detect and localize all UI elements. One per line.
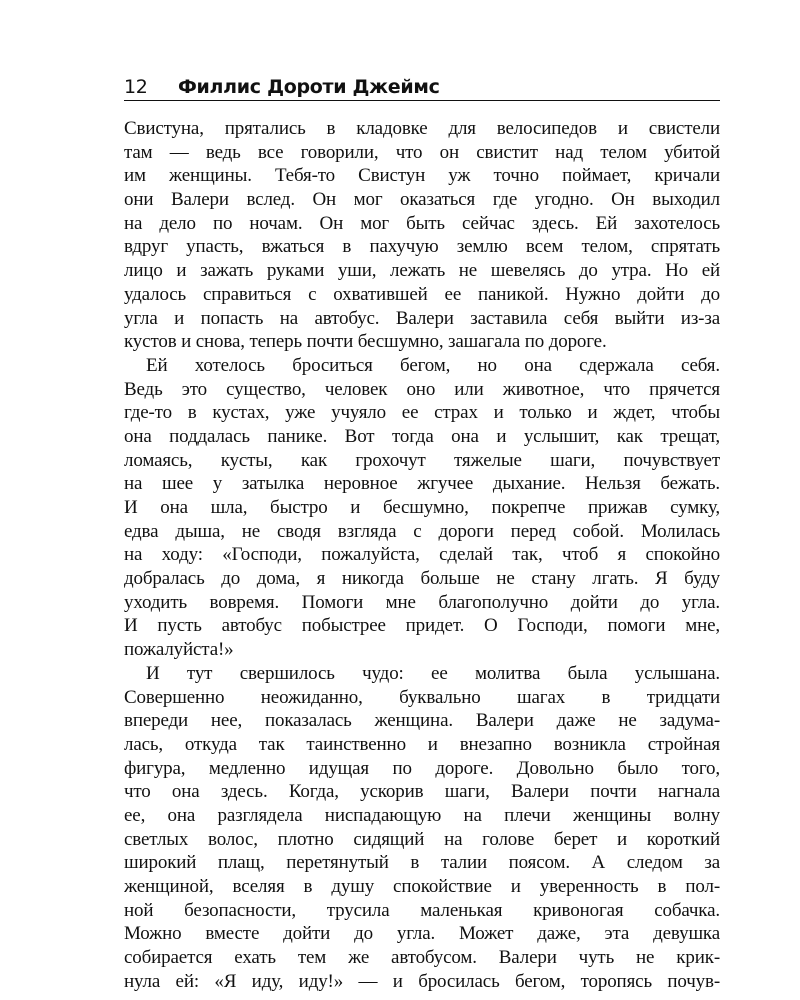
text-line: нула ей: «Я иду, иду!» — и бросилась бегом, торопясь почув- xyxy=(124,970,720,992)
text-line: где-то в кустах, уже учуяло ее страх и только и ждет, чтобы xyxy=(124,402,720,424)
text-line: лась, откуда так таинственно и внезапно возникла стройная xyxy=(124,733,720,755)
text-line: лицо и зажать руками уши, лежать не шевелясь до утра. Но ей xyxy=(124,260,720,282)
body-text xyxy=(124,117,720,993)
book-header: Филлис Дороти Джеймс xyxy=(178,76,440,98)
text-line: на ходу: «Господи, пожалуйста, сделай так, чтоб я спокойно xyxy=(124,544,720,566)
text-line: кустов и снова, теперь почти бесшумно, зашагала по дороге. xyxy=(124,331,607,353)
text-line: ной безопасности, трусила маленькая кривоногая собачка. xyxy=(124,899,720,921)
text-line: она поддалась панике. Вот тогда она и услышит, как трещат, xyxy=(124,425,720,447)
text-line: что она здесь. Когда, ускорив шаги, Валери почти нагнала xyxy=(124,781,720,803)
text-line: широкий плащ, перетянутый в талии поясом. А следом за xyxy=(124,852,720,874)
text-line: добралась до дома, я никогда больше не стану лгать. Я буду xyxy=(124,568,720,590)
text-line: Ей хотелось броситься бегом, но она сдержала себя. xyxy=(146,354,720,376)
text-line: Можно вместе дойти до угла. Может даже, эта девушка xyxy=(124,923,720,945)
text-line: светлых волос, плотно сидящий на голове берет и короткий xyxy=(124,828,720,850)
text-line: ее, она разглядела ниспадающую на плечи женщины волну xyxy=(124,804,720,826)
text-line: они Валери вслед. Он мог оказаться где угодно. Он выходил xyxy=(124,189,720,211)
text-line: И пусть автобус побыстрее придет. О Господи, помоги мне, xyxy=(124,615,720,637)
text-line: ломаясь, кусты, как грохочут тяжелые шаги, почувствует xyxy=(124,449,720,471)
text-line: на дело по ночам. Он мог быть сейчас здесь. Ей захотелось xyxy=(124,212,720,234)
running-head xyxy=(124,72,720,101)
text-line: Ведь это существо, человек оно или животное, что прячется xyxy=(124,378,720,400)
text-line: там — ведь все говорили, что он свистит над телом убитой xyxy=(124,141,720,163)
text-line: Свистуна, прятались в кладовке для велосипедов и свистели xyxy=(124,118,720,139)
text-line: едва дыша, не сводя взгляда с дороги перед собой. Молилась xyxy=(124,520,720,542)
text-line: уходить вовремя. Помоги мне благополучно дойти до угла. xyxy=(124,591,720,613)
text-line: пожалуйста!» xyxy=(124,639,234,661)
page-number: 12 xyxy=(124,76,148,98)
text-line: фигура, медленно идущая по дороге. Довольно было того, xyxy=(124,757,720,779)
text-line: собирается ехать тем же автобусом. Валери чуть не крик- xyxy=(124,947,720,969)
text-line: им женщины. Тебя-то Свистун уж точно поймает, кричали xyxy=(124,165,720,187)
book-page xyxy=(124,72,720,993)
text-line: женщиной, вселяя в душу спокойствие и уверенность в пол- xyxy=(124,876,720,897)
text-line: удалось справиться с охватившей ее паникой. Нужно дойти до xyxy=(124,283,720,305)
text-line: Совершенно неожиданно, буквально шагах в тридцати xyxy=(124,686,720,708)
text-line: И тут свершилось чудо: ее молитва была услышана. xyxy=(146,662,720,684)
text-line: на шее у затылка неровное жгучее дыхание. Нельзя бежать. xyxy=(124,473,720,495)
text-line: вдруг упасть, вжаться в пахучую землю всем телом, спрятать xyxy=(124,236,720,258)
text-line: впереди нее, показалась женщина. Валери даже не задума- xyxy=(124,710,720,732)
text-line: угла и попасть на автобус. Валери заставила себя выйти из-за xyxy=(124,307,720,329)
text-line: И она шла, быстро и бесшумно, покрепче прижав сумку, xyxy=(124,497,720,518)
